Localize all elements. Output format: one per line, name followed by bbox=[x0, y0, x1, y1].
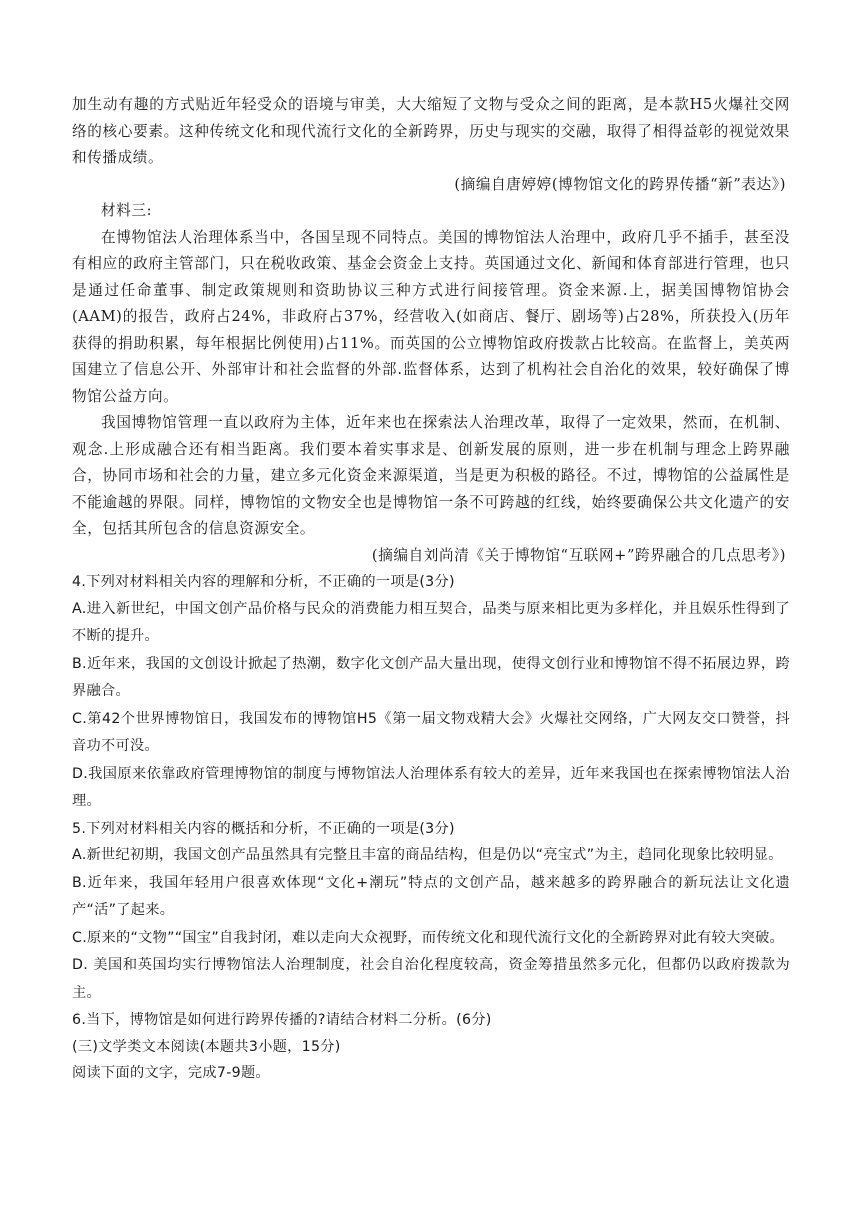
question-6: 6.当下，博物馆是如何进行跨界传播的?请结合材料二分析。(6分) bbox=[72, 1012, 492, 1028]
question-5-stem: 5.下列对材料相关内容的概括和分析，不正确的一项是(3分) bbox=[72, 820, 455, 837]
question-4-option-b: B.近年来，我国的文创设计掀起了热潮，数字化文创产品大量出现，使得文创行业和博物馆不得不拓展边界，跨界融合。 bbox=[72, 655, 790, 699]
material3-label: 材料三: bbox=[101, 202, 153, 219]
question-5-option-a: A.新世纪初期，我国文创产品虽然具有完整且丰富的商品结构，但是仍以“亮宝式”为主，趋同化现象比较明显。 bbox=[72, 847, 783, 863]
exam-page bbox=[72, 92, 790, 1087]
reading-instruction: 阅读下面的文字，完成7-9题。 bbox=[72, 1065, 270, 1081]
material3-paragraph-2: 我国博物馆管理一直以政府为主体，近年来也在探索法人治理改革，取得了一定效果，然而，在机制、观念.上形成融合还有相当距离。我们要本着实事求是、创新发展的原则，进一步在机制与理念上跨界融合，协同市场和社会的力量，建立多元化资金来源渠道，当是更为积极的路径。不过，博物馆的公益属性是不能逾越的界限。同样，博物馆的文物安全也是博物馆一条不可跨越的红线，始终要确保公共文化遗产的安全，包括其所包含的信息资源安全。 bbox=[72, 414, 790, 537]
question-4-option-d: D.我国原来依靠政府管理博物馆的制度与博物馆法人治理体系有较大的差异，近年来我国也在探索博物馆法人治理。 bbox=[72, 765, 790, 809]
section-3-heading: (三)文学类文本阅读(本题共3小题，15分) bbox=[72, 1038, 341, 1055]
material3-paragraph-1: 在博物馆法人治理体系当中，各国呈现不同特点。美国的博物馆法人治理中，政府几乎不插手，甚至没有相应的政府主管部门，只在税收政策、基金会资金上支持。英国通过文化、新闻和体育部进行管理，也只是通过任命董事、制定政策规则和资助协议三种方式进行间接管理。资金来源.上，据美国博物馆协会(AAM)的报告，政府占24%，非政府占37%，经营收入(如商店、餐厅、剧场等)占28%，所获投入(历年获得的捐助积累，每年根据比例使用)占11%。而英国的公立博物馆政府拨款占比较高。在监督上，美英两国建立了信息公开、外部审计和社会监督的外部.监督体系，达到了机构社会自治化的效果，较好确保了博物馆公益方向。 bbox=[72, 228, 790, 405]
question-5-option-b: B.近年来，我国年轻用户很喜欢体现“文化+潮玩”特点的文创产品，越来越多的跨界融合的新玩法让文化遗产“活”了起来。 bbox=[72, 874, 790, 918]
question-4-option-a: A.进入新世纪，中国文创产品价格与民众的消费能力相互契合，品类与原来相比更为多样化，并且娱乐性得到了不断的提升。 bbox=[72, 600, 790, 644]
question-4-stem: 4.下列对材料相关内容的理解和分析，不正确的一项是(3分) bbox=[72, 574, 455, 590]
question-5-option-c: C.原来的“文物”“国宝”自我封闭，难以走向大众视野，而传统文化和现代流行文化的全新跨界对此有较大突破。 bbox=[72, 929, 785, 946]
question-4-option-c: C.第42个世界博物馆日，我国发布的博物馆H5《第一届文物戏精大会》火爆社交网络，广大网友交口赞誉，抖音功不可没。 bbox=[72, 710, 790, 754]
material2-tail-paragraph: 加生动有趣的方式贴近年轻受众的语境与审美，大大缩短了文物与受众之间的距离，是本款H5火爆社交网络的核心要素。这种传统文化和现代流行文化的全新跨界，历史与现实的交融，取得了相得益彰的视觉效果和传播成绩。 bbox=[72, 96, 790, 166]
material2-source: (摘编自唐婷婷(博物馆文化的跨界传播“新”表达》) bbox=[454, 175, 786, 193]
material3-source: (摘编自刘尚清《关于博物馆“互联网+”跨界融合的几点思考》) bbox=[371, 546, 786, 564]
question-5-option-d: D. 美国和英国均实行博物馆法人治理制度，社会自治化程度较高，资金筹措虽然多元化，但都仍以政府拨款为主。 bbox=[72, 957, 790, 1001]
